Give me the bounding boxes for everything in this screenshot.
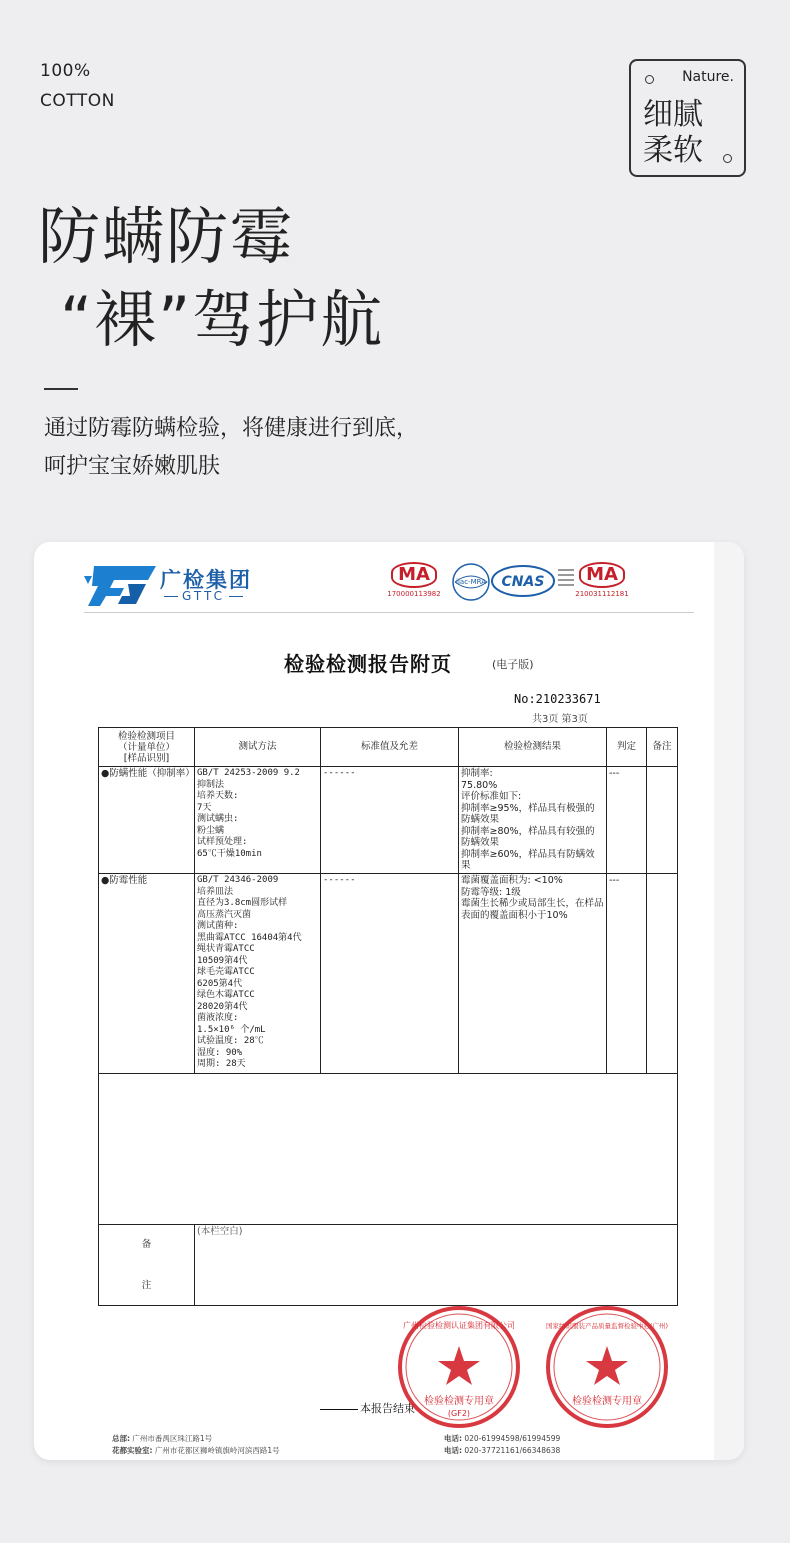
row-standard: ------ <box>321 874 459 1074</box>
seal-right-text: 国家纺织服装产品质量监督检验中心(广州) <box>545 1322 669 1330</box>
seal-left-text: 广州检验检测认证集团有限公司 <box>403 1321 515 1330</box>
headline-line1: 防螨防霉 <box>38 200 295 273</box>
addr1: 广州市番禺区珠江路1号 <box>132 1434 213 1443</box>
remark-label-2: 注 <box>141 1280 152 1291</box>
report-subtitle: (电子版) <box>492 658 534 671</box>
remark-label-1: 备 <box>141 1238 152 1250</box>
blank-cell <box>99 1074 678 1225</box>
ilac-text: ilac-MRA <box>456 578 486 586</box>
row-result: 抑制率: 75.80% 评价标准如下: 抑制率≥95%，样品具有极强的防螨效果 抑制率≥80%，样品具有较强的防螨效果 抑制率≥60%，样品具有防螨效果 <box>459 767 607 874</box>
seal-right-bottom: 检验检测专用章 <box>572 1396 642 1407</box>
addr2-label: 花都实验室: <box>112 1446 153 1455</box>
tagline <box>40 56 115 116</box>
cnas-text: CNAS <box>501 574 545 590</box>
table-header-row <box>99 728 678 767</box>
row-judge: --- <box>607 767 647 874</box>
description <box>44 410 418 486</box>
report-table <box>98 727 678 1306</box>
page-edge <box>714 542 744 1460</box>
header-standard: 标准值及允差 <box>321 728 459 767</box>
badge-cn-label <box>643 97 703 169</box>
tel1: 020-61994598/61994599 <box>464 1434 561 1443</box>
cma-logo: MA <box>579 562 625 588</box>
tagline-percent: 100% <box>40 61 91 81</box>
row-judge: --- <box>607 874 647 1074</box>
report-end: 本报告结束 <box>320 1400 415 1416</box>
header-rule <box>84 612 694 613</box>
tel2: 020-37721161/66348638 <box>464 1446 561 1455</box>
divider <box>44 388 78 390</box>
header-remark: 备注 <box>647 728 678 767</box>
table-row <box>99 874 678 1074</box>
phone-block <box>444 1433 560 1457</box>
certification-marks <box>384 560 634 606</box>
description-line1: 通过防霉防螨检验，将健康进行到底， <box>44 416 419 441</box>
row-method: GB/T 24253-2009 9.2 抑制法 培养天数: 7天 测试螨虫: 粉尘螨 试样预处理: 65℃干燥10min <box>195 767 321 874</box>
report-card <box>34 542 744 1460</box>
badge-cn-line2: 柔软 <box>643 133 703 168</box>
nature-badge <box>629 59 746 177</box>
addr2: 广州市花都区狮岭镇旗岭河滨西路1号 <box>154 1446 280 1455</box>
badge-cn-line1: 细腻 <box>643 97 703 132</box>
circle-icon <box>723 154 732 163</box>
cma-number: 170000113982 <box>387 590 441 598</box>
brand-name: 广检集团 <box>160 568 252 592</box>
badge-en-label: Nature. <box>682 69 734 85</box>
remark-label <box>99 1225 195 1306</box>
tel1-label: 电话: <box>444 1434 462 1443</box>
seal-left-code: (GF2) <box>447 1409 471 1418</box>
header-item: 检验检测项目 （计量单位） [样品识别] <box>99 728 195 767</box>
ilac-mra-icon <box>450 562 492 602</box>
report-number: No:210233671 <box>514 692 601 706</box>
seal-right-icon <box>544 1304 670 1430</box>
description-line2: 呵护宝宝娇嫩肌肤 <box>44 454 221 479</box>
cma-logo: MA <box>391 562 437 588</box>
cma-mark-right <box>572 562 632 602</box>
brand-en: GTTC <box>160 589 247 603</box>
row-item: ●防螨性能（抑制率） <box>99 767 195 874</box>
tel2-label: 电话: <box>444 1446 462 1455</box>
row-standard: ------ <box>321 767 459 874</box>
remark-text: (本栏空白) <box>195 1225 678 1306</box>
headline-line2: “裸”驾护航 <box>60 283 385 356</box>
circle-icon <box>645 75 654 84</box>
table-row <box>99 767 678 874</box>
row-method: GB/T 24346-2009 培养皿法 直径为3.8cm圆形试样 高压蒸汽灭菌 测试菌种: 黑曲霉ATCC 16404第4代 绳状青霉ATCC 10509第4代 球毛壳霉ATCC 6205第4代 绿色木霉ATCC 28020第4代 菌液浓度: 1.5×10⁶ 个/mL 试验温度: 28℃ 湿度: 90% 周期: 28天 <box>195 874 321 1074</box>
cnas-icon <box>490 564 556 598</box>
seal-left-icon <box>396 1304 522 1430</box>
header-judge: 判定 <box>607 728 647 767</box>
row-remark <box>647 874 678 1074</box>
row-item: ●防霉性能 <box>99 874 195 1074</box>
tagline-material: COTTON <box>40 91 115 111</box>
cma-number: 210031112181 <box>575 590 629 598</box>
header-method: 测试方法 <box>195 728 321 767</box>
table-blank-row <box>99 1074 678 1225</box>
row-result: 霉菌覆盖面积为: <10% 防霉等级: 1级 霉菌生长稀少或局部生长，在样品表面的覆盖面积小于10% <box>459 874 607 1074</box>
seal-left-bottom: 检验检测专用章 <box>424 1396 494 1407</box>
gttc-logo-icon <box>84 562 158 606</box>
row-remark <box>647 767 678 874</box>
header-result: 检验检测结果 <box>459 728 607 767</box>
addr1-label: 总部: <box>112 1434 130 1443</box>
cma-mark-left <box>384 562 444 602</box>
table-remark-row <box>99 1225 678 1306</box>
report-title: 检验检测报告附页 <box>284 652 452 676</box>
address-block <box>112 1433 280 1457</box>
report-page: 共3页 第3页 <box>532 714 588 725</box>
